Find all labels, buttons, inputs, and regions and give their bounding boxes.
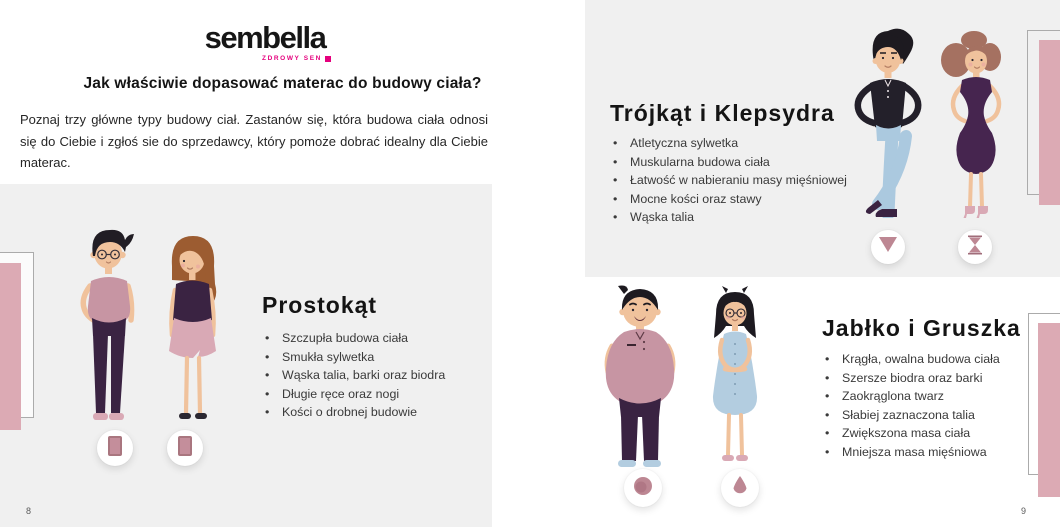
list-item: • Szczupła budowa ciała [262, 329, 445, 348]
list-item: • Zwiększona masa ciała [822, 424, 1000, 443]
list-item: • Atletyczna sylwetka [610, 134, 847, 153]
list-item: • Mniejsza masa mięśniowa [822, 443, 1000, 462]
bullet-list-prostokat [262, 329, 445, 422]
rectangle-icon [108, 436, 122, 461]
body-shape-badge [167, 430, 203, 466]
list-item: • Mocne kości oraz stawy [610, 190, 847, 209]
apple-icon [633, 476, 653, 501]
list-item: • Smukła sylwetka [262, 348, 445, 367]
section-title-trojkat: Trójkąt i Klepsydra [610, 100, 835, 126]
pear-icon [731, 475, 749, 502]
body-shape-badge [624, 469, 662, 507]
hourglass-icon [966, 235, 984, 260]
list-item: • Słabiej zaznaczona talia [822, 406, 1000, 425]
body-shape-badge [871, 230, 905, 264]
list-item: • Wąska talia [610, 208, 847, 227]
list-item: • Kości o drobnej budowie [262, 403, 445, 422]
section-title-jablko: Jabłko i Gruszka [822, 315, 1021, 341]
inverted-triangle-icon [878, 236, 898, 258]
list-item: • Krągła, owalna budowa ciała [822, 350, 1000, 369]
right-top-edge-pink-bar [1039, 40, 1060, 205]
list-item: • Muskularna budowa ciała [610, 153, 847, 172]
figure-hourglass-woman [938, 30, 1004, 218]
figure-athletic-man [848, 28, 930, 218]
list-item: • Łatwość w nabieraniu masy mięśniowej [610, 171, 847, 190]
figure-pear-woman [704, 286, 766, 470]
bullet-list-trojkat [610, 134, 847, 227]
list-item: • Szersze biodra oraz barki [822, 369, 1000, 388]
left-edge-pink-bar [0, 263, 21, 430]
page-number-right: 9 [1021, 506, 1027, 516]
brand-tagline-text: ZDROWY SEN [262, 55, 322, 62]
brand-tagline [262, 55, 331, 62]
intro-paragraph: Poznaj trzy główne typy budowy ciał. Zastanów się, która budowa ciała odnosi się do Ciebie i zgłoś sie do sprzedawcy, który pomoże dobrać idealny dla Ciebie materac. [20, 112, 488, 170]
bullet-list-jablko [822, 350, 1000, 461]
page-number-left: 8 [26, 506, 32, 516]
body-shape-badge [958, 230, 992, 264]
list-item: • Zaokrąglona twarz [822, 387, 1000, 406]
figure-slim-man [74, 224, 146, 424]
body-shape-badge [97, 430, 133, 466]
figure-apple-man [598, 284, 682, 468]
list-item: • Długie ręce oraz nogi [262, 385, 445, 404]
brand-logo: sembella [204, 20, 326, 55]
rectangle-icon [178, 436, 192, 461]
section-title-prostokat: Prostokąt [262, 292, 378, 318]
figure-slim-woman [160, 232, 226, 428]
list-item: • Wąska talia, barki oraz biodra [262, 366, 445, 385]
right-bottom-edge-pink-bar [1038, 323, 1060, 497]
page-title: Jak właściwie dopasować materac do budowy ciała? [83, 75, 482, 92]
body-shape-badge [721, 469, 759, 507]
brand-tagline-square [325, 56, 331, 62]
